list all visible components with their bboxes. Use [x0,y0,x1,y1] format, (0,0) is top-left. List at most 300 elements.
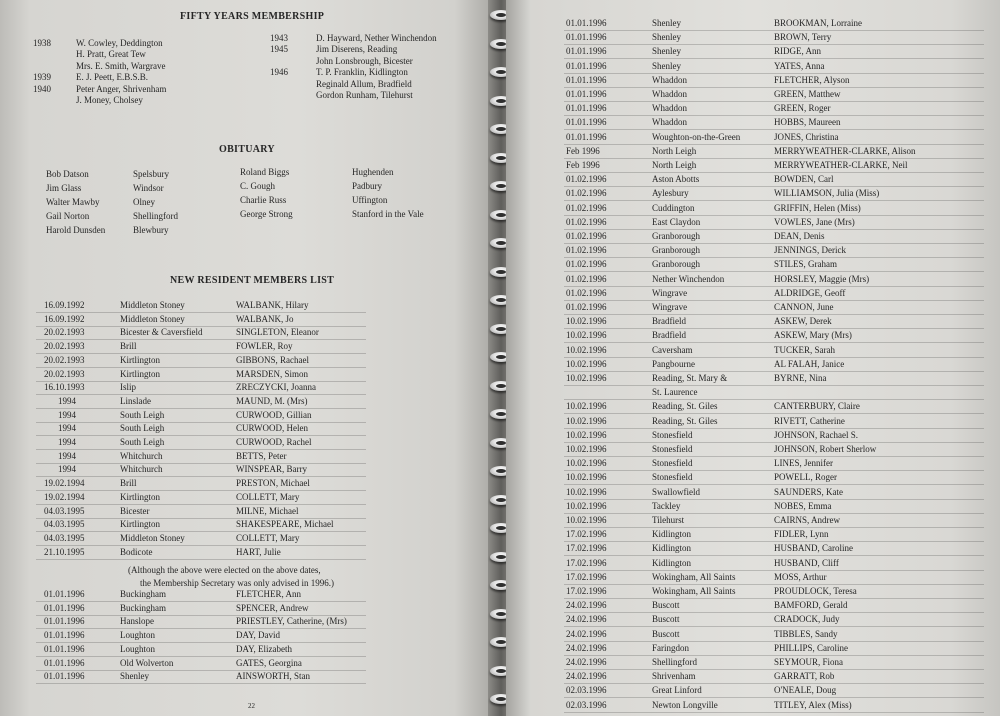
member-row [36,615,366,629]
join-date: 10.02.1996 [566,373,607,383]
member-name: GATES, Georgina [236,657,302,668]
member-row [564,159,984,173]
tower-name: Bradfield [652,330,686,341]
member-row [36,395,366,409]
obituary-name: Jim Glass [46,183,82,193]
obituary-name: Harold Dunsden [46,225,106,235]
join-date: 01.01.1996 [44,589,85,599]
member-name: John Lonsbrough, Bicester [316,55,413,66]
tower-name: Hanslope [120,616,154,627]
member-row [36,354,366,368]
member-name: Reginald Allum, Bradfield [316,78,412,89]
tower-name: Brill [120,478,137,489]
join-date: 1994 [58,450,76,461]
join-date: 01.01.1996 [44,671,85,682]
join-date: 10.02.1996 [566,515,607,525]
member-name: BROWN, Terry [774,32,832,43]
tower-name: Whaddon [652,74,687,85]
tower-name: Old Wolverton [120,657,174,668]
tower-name: Stonesfield [652,472,693,483]
tower-name: South Leigh [120,423,165,434]
member-name: E. J. Peett, E.B.S.B. [76,72,149,83]
member-name: JOHNSON, Rachael S. [774,429,858,440]
member-name: YATES, Anna [774,60,825,71]
member-name: TUCKER, Sarah [774,344,835,355]
tower-name: Granborough [652,259,700,270]
member-name: FLETCHER, Alyson [774,74,850,85]
join-date: 01.02.1996 [566,202,607,213]
join-date: 01.01.1996 [566,60,607,71]
obituary-name: Roland Biggs [240,167,290,177]
member-name: WILLIAMSON, Julia (Miss) [774,188,880,199]
tower-name: Kidlington [652,529,692,540]
member-name: GIBBONS, Rachael [236,354,309,365]
member-name: MERRYWEATHER-CLARKE, Alison [774,145,916,156]
member-row [564,315,984,329]
tower-name: Caversham [652,344,693,355]
join-date: 24.02.1996 [566,642,607,653]
tower-name: Shenley [652,18,681,28]
tower-name: Reading, St. Mary & [652,373,728,383]
member-name: CAIRNS, Andrew [774,515,841,525]
join-date: 02.03.1996 [566,699,607,710]
member-name: CURWOOD, Helen [236,423,308,434]
tower-name: Shenley [652,60,681,71]
tower-name: Shenley [120,671,149,682]
obituary-place: Stanford in the Vale [352,209,424,219]
member-row [36,326,366,340]
join-date: 1994 [58,437,76,447]
join-date: 04.03.1995 [44,519,85,530]
tower-name: Kirtlington [120,368,160,379]
join-date: 02.03.1996 [566,685,607,696]
member-name: DAY, Elizabeth [236,643,292,654]
member-row [36,657,366,671]
member-year: 1938 [33,38,51,48]
join-date: 01.02.1996 [566,174,607,185]
tower-name: Bodicote [120,546,153,557]
tower-name: Kirtlington [120,519,160,530]
join-date: 01.02.1996 [566,231,607,241]
join-date: 10.02.1996 [566,316,607,327]
member-row [564,187,984,201]
tower-name: Nether Winchendon [652,273,725,284]
member-name: MERRYWEATHER-CLARKE, Neil [774,160,908,170]
tower-name: Middleton Stoney [120,532,185,543]
tower-name: Great Linford [652,685,702,696]
member-name: HUSBAND, Cliff [774,557,839,568]
page-number: 22 [248,702,255,710]
member-row [36,340,366,354]
member-row [36,505,366,519]
member-row [564,528,984,542]
member-name: PRESTON, Michael [236,478,310,489]
member-name: AINSWORTH, Stan [236,671,310,682]
tower-name: Woughton-on-the-Green [652,131,741,142]
tower-name: Loughton [120,630,155,641]
member-name: RIDGE, Ann [774,46,821,57]
join-date: 01.01.1996 [566,117,607,128]
obituary-place: Windsor [133,183,164,193]
member-name: FLETCHER, Ann [236,589,302,599]
membership-note-line-2: the Membership Secretary was only advised in 1996.) [140,578,334,588]
member-name: JONES, Christina [774,131,839,142]
member-row [564,457,984,471]
join-date: 16.10.1993 [44,382,85,393]
member-name: MAUND, M. (Mrs) [236,395,308,406]
member-row [564,202,984,216]
tower-name: Whaddon [652,117,687,128]
tower-name: Whaddon [652,103,687,114]
join-date: 24.02.1996 [566,657,607,667]
join-date: Feb 1996 [566,145,600,156]
member-name: CANTERBURY, Claire [774,401,860,412]
tower-name: North Leigh [652,160,697,170]
member-year: 1943 [270,33,288,43]
join-date: 24.02.1996 [566,628,607,639]
member-name: WALBANK, Hilary [236,300,309,310]
member-name: MILNE, Michael [236,505,299,516]
member-name: ZRECZYCKI, Joanna [236,382,316,393]
tower-name: Aylesbury [652,188,689,199]
join-date: 17.02.1996 [566,529,607,540]
join-date: 01.01.1996 [566,46,607,57]
member-row [564,244,984,258]
member-name: BETTS, Peter [236,450,287,461]
member-row [564,443,984,457]
obituary-name: Bob Datson [46,169,89,179]
join-date: 01.01.1996 [566,131,607,142]
join-date: 01.01.1996 [566,74,607,85]
member-name: FOWLER, Roy [236,341,293,352]
join-date: 21.10.1995 [44,546,85,557]
join-date: 04.03.1995 [44,505,85,516]
tower-name: Swallowfield [652,486,700,497]
obituary-name: Walter Mawby [46,197,100,207]
member-row [36,643,366,657]
member-row [564,500,984,514]
member-name: TITLEY, Alex (Miss) [774,699,852,710]
tower-name: Linslade [120,395,151,406]
member-name: GREEN, Roger [774,103,831,114]
join-date: 10.02.1996 [566,458,607,469]
join-date: 20.02.1993 [44,341,85,352]
member-row [564,642,984,656]
member-name: SEYMOUR, Fiona [774,657,844,667]
member-row [564,329,984,343]
new-members-heading: NEW RESIDENT MEMBERS LIST [170,275,335,286]
tower-name: Granborough [652,245,700,256]
member-name: Mrs. E. Smith, Wargrave [76,60,166,71]
obituary-heading: OBITUARY [219,144,275,155]
join-date: 01.01.1996 [566,18,607,28]
tower-name: Bicester [120,505,150,516]
member-row [564,273,984,287]
tower-name: Reading, St. Giles [652,401,718,412]
member-name: DEAN, Denis [774,231,825,241]
tower-name: Stonesfield [652,429,693,440]
member-row [564,372,984,386]
member-row [36,381,366,395]
join-date: 24.02.1996 [566,600,607,611]
member-row [564,74,984,88]
join-date: 17.02.1996 [566,543,607,554]
join-date: 01.02.1996 [566,216,607,227]
tower-name: Stonesfield [652,458,693,469]
tower-name: Kidlington [652,557,692,568]
member-name: AL FALAH, Janice [774,358,845,369]
member-name: ALDRIDGE, Geoff [774,287,846,298]
tower-name: Shellingford [652,657,697,667]
obituary-place: Padbury [352,181,382,191]
member-name: GRIFFIN, Helen (Miss) [774,202,861,213]
member-name: HOBBS, Maureen [774,117,841,128]
join-date: 10.02.1996 [566,486,607,497]
member-row [564,230,984,244]
tower-name: East Claydon [652,216,701,227]
join-date: 1994 [58,409,76,420]
obituary-place: Shellingford [133,211,178,221]
member-name: MOSS, Arthur [774,571,827,582]
tower-name: Shrivenham [652,671,696,682]
join-date: 01.02.1996 [566,287,607,298]
tower-name: Buckingham [120,602,166,613]
member-row [36,409,366,423]
tower-name: Loughton [120,643,155,654]
member-name: VOWLES, Jane (Mrs) [774,216,855,227]
member-row [564,287,984,301]
member-name: J. Money, Cholsey [76,95,143,105]
member-name: Peter Anger, Shrivenham [76,83,167,94]
tower-name: Stonesfield [652,444,693,454]
member-row [564,486,984,500]
tower-name: Reading, St. Giles [652,415,718,426]
member-row [36,436,366,450]
member-name: JENNINGS, Derick [774,245,846,256]
member-name: JOHNSON, Robert Sherlow [774,444,877,454]
member-row [564,670,984,684]
member-name: BROOKMAN, Lorraine [774,18,862,28]
join-date: 01.02.1996 [566,259,607,270]
member-row [564,585,984,599]
tower-name: Kidlington [652,543,692,554]
tower-name: Whitchurch [120,464,163,475]
join-date: 01.01.1996 [566,32,607,43]
join-date: 01.01.1996 [44,657,85,668]
member-name: TIBBLES, Sandy [774,628,838,639]
member-row [564,102,984,116]
member-name: HORSLEY, Maggie (Mrs) [774,273,870,284]
member-row [36,368,366,382]
member-row [564,656,984,670]
member-name: D. Hayward, Nether Winchendon [316,33,437,43]
tower-name: Whitchurch [120,450,163,461]
join-date: Feb 1996 [566,160,600,170]
member-row [564,344,984,358]
join-date: 01.02.1996 [566,302,607,312]
member-name: ASKEW, Mary (Mrs) [774,330,852,341]
member-row [564,17,984,31]
join-date: 01.01.1996 [44,630,85,641]
member-row [564,60,984,74]
tower-name: Wingrave [652,287,688,298]
member-row [36,629,366,643]
member-row [564,471,984,485]
tower-name: Kirtlington [120,491,160,502]
member-name: BOWDEN, Carl [774,174,834,185]
join-date: 10.02.1996 [566,344,607,355]
obituary-place: Olney [133,197,155,207]
member-name: NOBES, Emma [774,500,832,511]
member-name: H. Pratt, Great Tew [76,49,146,60]
left-page [0,0,494,716]
tower-name: Buscott [652,628,680,639]
member-name: GREEN, Matthew [774,89,841,99]
obituary-place: Hughenden [352,167,394,177]
obituary-name: George Strong [240,209,293,219]
join-date: 17.02.1996 [566,586,607,596]
member-row [564,301,984,315]
member-row [564,571,984,585]
join-date: 01.02.1996 [566,245,607,256]
member-name: COLLETT, Mary [236,532,300,543]
join-date: 10.02.1996 [566,472,607,483]
member-name: WINSPEAR, Barry [236,464,307,475]
member-row [564,613,984,627]
join-date: 10.02.1996 [566,415,607,426]
join-date: 20.02.1993 [44,327,85,338]
tower-name: North Leigh [652,145,697,156]
obituary-name: C. Gough [240,181,276,191]
tower-name: Wingrave [652,302,688,312]
member-name: O'NEALE, Doug [774,685,837,696]
tower-name: Buscott [652,600,680,611]
join-date: 19.02.1994 [44,478,85,489]
member-name: COLLETT, Mary [236,491,300,502]
join-date: 01.01.1996 [44,643,85,654]
member-row [36,450,366,464]
fifty-years-heading: FIFTY YEARS MEMBERSHIP [180,11,325,22]
member-row [564,415,984,429]
member-name: ASKEW, Derek [774,316,832,327]
member-row [564,145,984,159]
join-date: 01.01.1996 [566,103,607,114]
member-row [564,699,984,713]
member-name: FIDLER, Lynn [774,529,829,540]
member-name: SINGLETON, Eleanor [236,327,319,338]
tower-name: Shenley [652,46,681,57]
tower-name: Tackley [652,500,681,511]
member-row [564,131,984,145]
right-page [506,0,1000,716]
member-name: HUSBAND, Caroline [774,543,853,554]
member-name: BYRNE, Nina [774,373,827,383]
member-row [36,588,366,602]
member-year: 1946 [270,67,288,78]
tower-name: Middleton Stoney [120,313,185,324]
tower-name: South Leigh [120,437,165,447]
join-date: 01.02.1996 [566,273,607,284]
obituary-name: Charlie Russ [240,195,287,205]
tower-name: Cuddington [652,202,695,213]
member-row [564,358,984,372]
tower-name: Buscott [652,614,680,625]
member-row [564,216,984,230]
tower-name: Islip [120,382,137,393]
join-date: 10.02.1996 [566,500,607,511]
member-year: 1940 [33,83,51,94]
member-row [564,599,984,613]
member-name: CURWOOD, Gillian [236,409,312,420]
member-name: POWELL, Roger [774,472,837,483]
join-date: 10.02.1996 [566,358,607,369]
join-date: 04.03.1995 [44,532,85,543]
member-name: Gordon Runham, Tilehurst [316,90,413,100]
join-date: 1994 [58,464,76,475]
tower-name: Faringdon [652,642,689,653]
member-row [564,88,984,102]
member-row [36,518,366,532]
tower-name: Granborough [652,231,700,241]
member-row [36,477,366,491]
tower-name: Tilehurst [652,515,685,525]
membership-note-line-1: (Although the above were elected on the above dates, [128,565,321,575]
join-date: 10.02.1996 [566,429,607,440]
member-row [36,299,366,313]
member-name: SHAKESPEARE, Michael [236,519,334,530]
member-name: SAUNDERS, Kate [774,486,843,497]
member-name: RIVETT, Catherine [774,415,845,426]
join-date: 10.02.1996 [566,401,607,412]
member-name: LINES, Jennifer [774,458,833,469]
join-date: 10.02.1996 [566,330,607,341]
member-name: CURWOOD, Rachel [236,437,312,447]
member-name: T. P. Franklin, Kidlington [316,67,408,78]
join-date: 20.02.1993 [44,368,85,379]
obituary-name: Gail Norton [46,211,90,221]
member-name: PRIESTLEY, Catherine, (Mrs) [236,616,347,627]
join-date: 19.02.1994 [44,491,85,502]
member-name: WALBANK, Jo [236,313,294,324]
join-date: 1994 [58,395,76,406]
member-row [36,532,366,546]
join-date: 16.09.1992 [44,313,85,324]
tower-name: Whaddon [652,89,687,99]
member-row [564,542,984,556]
member-name: STILES, Graham [774,259,837,270]
member-year: 1945 [270,44,288,55]
member-row [36,463,366,477]
join-date: 01.01.1996 [44,602,85,613]
tower-name: Shenley [652,32,681,43]
member-name: PHILLIPS, Caroline [774,642,848,653]
member-row [36,670,366,684]
member-name: CRADOCK, Judy [774,614,840,625]
join-date: 01.02.1996 [566,188,607,199]
member-row [36,546,366,560]
join-date: 01.01.1996 [44,616,85,627]
member-name: Jim Diserens, Reading [316,44,398,55]
tower-name: South Leigh [120,409,165,420]
member-name: MARSDEN, Simon [236,368,309,379]
join-date: 24.02.1996 [566,614,607,625]
join-date: 16.09.1992 [44,300,85,310]
join-date: 01.01.1996 [566,89,607,99]
member-name: DAY, David [236,630,281,641]
member-name: CANNON, June [774,302,834,312]
member-row [36,313,366,327]
member-row [564,400,984,414]
